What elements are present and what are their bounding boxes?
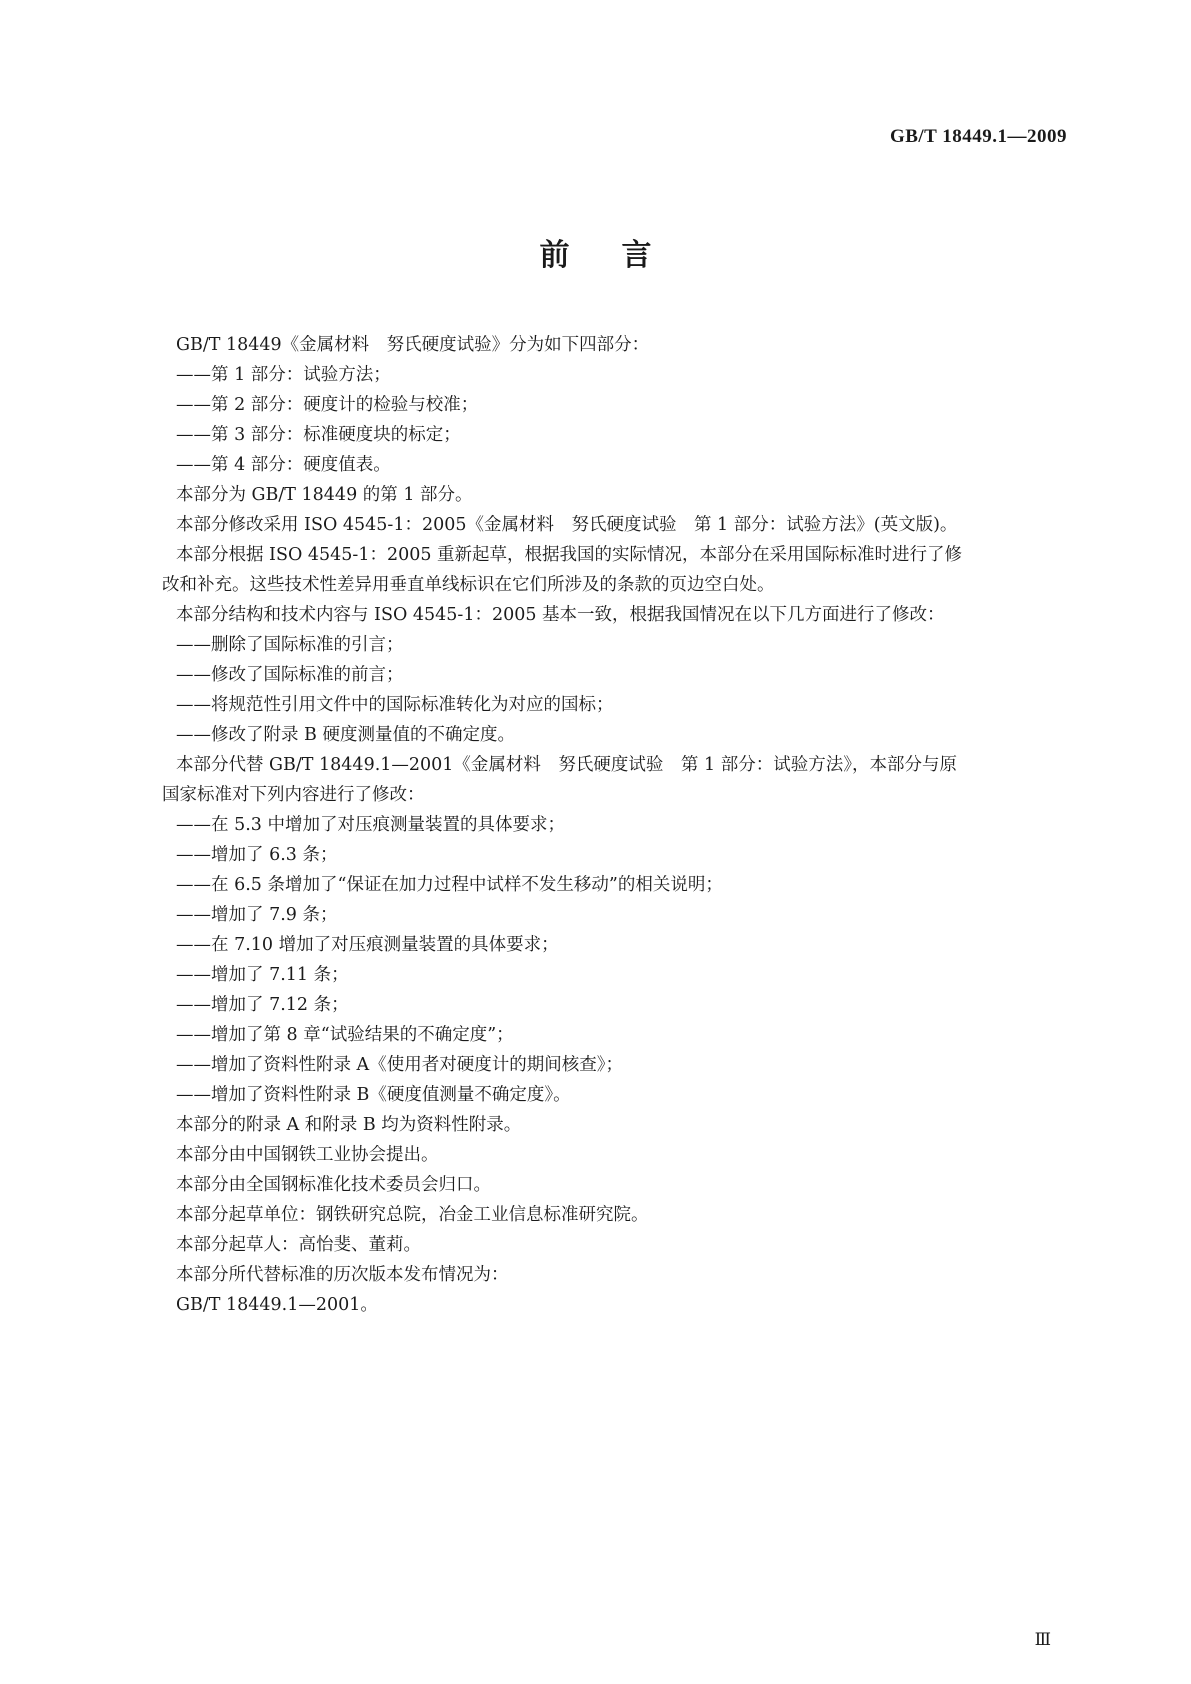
page-number: Ⅲ <box>1034 1630 1051 1649</box>
list-item: ——增加了 7.9 条； <box>176 905 338 925</box>
foreword-body <box>162 330 1064 1320</box>
page-title: 前言 <box>539 238 704 273</box>
list-item: ——增加了 7.12 条； <box>176 995 349 1015</box>
paragraph: 本部分结构和技术内容与 ISO 4545-1：2005 基本一致，根据我国情况在以下几方面进行了修改： <box>176 605 945 625</box>
paragraph-continuation: 国家标准对下列内容进行了修改： <box>162 785 425 805</box>
standard-code: GB/T 18449.1—2009 <box>889 126 1067 147</box>
list-item: ——在 5.3 中增加了对压痕测量装置的具体要求； <box>176 815 565 835</box>
list-item: ——第 2 部分：硬度计的检验与校准； <box>176 395 479 415</box>
paragraph: 本部分的附录 A 和附录 B 均为资料性附录。 <box>176 1115 522 1135</box>
paragraph: 本部分起草单位：钢铁研究总院，冶金工业信息标准研究院。 <box>176 1205 649 1225</box>
paragraph: 本部分为 GB/T 18449 的第 1 部分。 <box>176 485 473 505</box>
list-item: ——修改了国际标准的前言； <box>176 665 404 685</box>
list-item: ——增加了资料性附录 B《硬度值测量不确定度》。 <box>176 1085 571 1105</box>
paragraph-intro: GB/T 18449《金属材料 努氏硬度试验》分为如下四部分： <box>176 335 650 355</box>
list-item: ——第 4 部分：硬度值表。 <box>176 455 391 475</box>
paragraph: 本部分由中国钢铁工业协会提出。 <box>176 1145 439 1165</box>
paragraph: 本部分修改采用 ISO 4545-1：2005《金属材料 努氏硬度试验 第 1 部分：试验方法》(英文版)。 <box>176 515 958 535</box>
list-item: ——增加了第 8 章“试验结果的不确定度”； <box>176 1025 514 1045</box>
list-item: ——增加了资料性附录 A《使用者对硬度计的期间核查》； <box>176 1055 623 1075</box>
list-item: ——修改了附录 B 硬度测量值的不确定度。 <box>176 725 515 745</box>
paragraph: 本部分代替 GB/T 18449.1—2001《金属材料 努氏硬度试验 第 1 部分：试验方法》，本部分与原 <box>176 755 957 775</box>
list-item: ——第 1 部分：试验方法； <box>176 365 391 385</box>
paragraph: 本部分所代替标准的历次版本发布情况为： <box>176 1265 509 1285</box>
list-item: ——在 6.5 条增加了“保证在加力过程中试样不发生移动”的相关说明； <box>176 875 723 895</box>
list-item: ——在 7.10 增加了对压痕测量装置的具体要求； <box>176 935 559 955</box>
paragraph: GB/T 18449.1—2001。 <box>176 1295 378 1315</box>
list-item: ——将规范性引用文件中的国际标准转化为对应的国标； <box>176 695 614 715</box>
paragraph: 本部分由全国钢标准化技术委员会归口。 <box>176 1175 491 1195</box>
list-item: ——第 3 部分：标准硬度块的标定； <box>176 425 461 445</box>
paragraph-continuation: 改和补充。这些技术性差异用垂直单线标识在它们所涉及的条款的页边空白处。 <box>162 575 775 595</box>
paragraph: 本部分起草人：高怡斐、董莉。 <box>176 1235 421 1255</box>
paragraph: 本部分根据 ISO 4545-1：2005 重新起草，根据我国的实际情况，本部分在采用国际标准时进行了修 <box>176 545 963 565</box>
list-item: ——增加了 7.11 条； <box>176 965 349 985</box>
list-item: ——删除了国际标准的引言； <box>176 635 404 655</box>
list-item: ——增加了 6.3 条； <box>176 845 338 865</box>
